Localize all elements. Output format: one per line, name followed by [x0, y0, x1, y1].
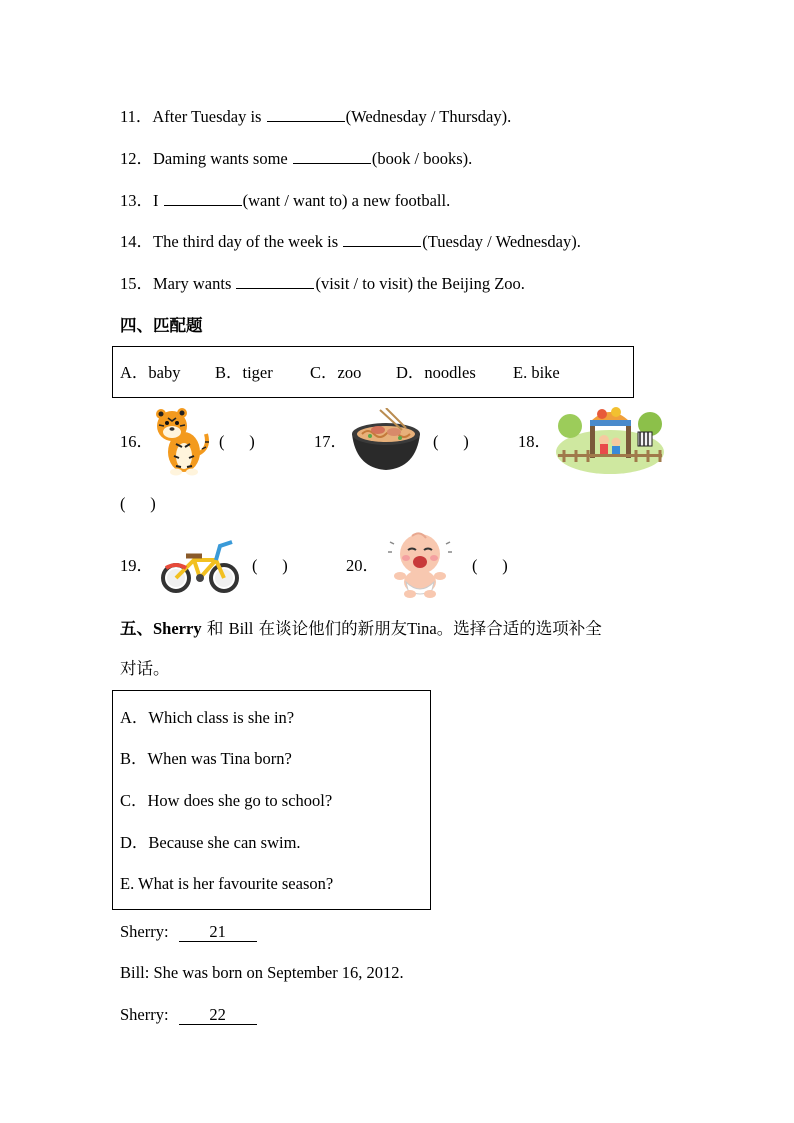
- question-number: 13．: [120, 191, 153, 210]
- option-e: E. bike: [513, 363, 560, 382]
- question-choices: (book / books).: [371, 149, 473, 168]
- answer-blank-22[interactable]: 22: [179, 1006, 257, 1025]
- question-text: The third day of the week is: [153, 232, 339, 251]
- question-13: [120, 191, 450, 211]
- option-b: B．tiger: [215, 363, 273, 382]
- section-4-title: 四、匹配题: [120, 316, 203, 335]
- answer-blank-21[interactable]: 21: [179, 923, 257, 942]
- item-17-number: 17．: [314, 432, 347, 451]
- question-choices: (Tuesday / Wednesday).: [422, 232, 581, 251]
- baby-icon: [388, 530, 452, 600]
- question-text: Daming wants some: [153, 149, 288, 168]
- question-11: [120, 107, 511, 127]
- item-20-number: 20．: [346, 556, 379, 575]
- question-12: [120, 149, 472, 169]
- answer-paren-19[interactable]: ( ): [252, 556, 288, 575]
- option-a: A．baby: [120, 363, 181, 382]
- answer-blank[interactable]: [293, 149, 371, 164]
- question-number: 15．: [120, 274, 153, 293]
- answer-paren-20[interactable]: ( ): [472, 556, 508, 575]
- dialogue-line-2: [120, 963, 404, 983]
- question-choices: (visit / to visit) the Beijing Zoo.: [315, 274, 525, 293]
- question-15: [120, 274, 525, 294]
- question-text: I: [153, 191, 159, 210]
- section-5-title-line2: 对话。: [120, 659, 170, 678]
- speaker-bill: Bill:: [120, 963, 150, 982]
- answer-blank[interactable]: [267, 107, 345, 122]
- question-number: 14．: [120, 232, 153, 251]
- item-19-number: 19．: [120, 556, 153, 575]
- question-number: 12．: [120, 149, 153, 168]
- answer-blank[interactable]: [343, 232, 421, 247]
- answer-paren-18[interactable]: ( ): [120, 494, 156, 513]
- question-text: After Tuesday is: [152, 107, 262, 126]
- tiger-icon: [150, 404, 212, 476]
- speaker-sherry: Sherry:: [120, 922, 169, 941]
- answer-blank[interactable]: [236, 274, 314, 289]
- dialogue-option-e: E. What is her favourite season?: [120, 874, 334, 893]
- option-c: C．zoo: [310, 363, 362, 382]
- dialogue-text: She was born on September 16, 2012.: [153, 963, 404, 982]
- item-16-number: 16．: [120, 432, 153, 451]
- section-5-title: 五、Sherry 和 Bill 在谈论他们的新朋友Tina。选择合适的选项补全: [120, 619, 602, 638]
- bike-icon: [158, 538, 242, 594]
- dialogue-line-1: [120, 922, 257, 942]
- dialogue-option-b: B．When was Tina born?: [120, 749, 292, 768]
- question-text: Mary wants: [153, 274, 232, 293]
- question-choices: (want / want to) a new football.: [242, 191, 451, 210]
- question-choices: (Wednesday / Thursday).: [345, 107, 512, 126]
- dialogue-line-3: [120, 1005, 257, 1025]
- answer-paren-17[interactable]: ( ): [433, 432, 469, 451]
- option-d: D．noodles: [396, 363, 476, 382]
- dialogue-option-a: A．Which class is she in?: [120, 708, 295, 727]
- answer-paren-16[interactable]: ( ): [219, 432, 255, 451]
- speaker-sherry: Sherry:: [120, 1005, 169, 1024]
- zoo-icon: [556, 406, 664, 476]
- noodles-icon: [350, 408, 422, 472]
- question-number: 11．: [120, 107, 153, 126]
- dialogue-option-d: D．Because she can swim.: [120, 833, 301, 852]
- question-14: [120, 232, 581, 252]
- answer-blank[interactable]: [164, 191, 242, 206]
- dialogue-option-c: C．How does she go to school?: [120, 791, 333, 810]
- item-18-number: 18．: [518, 432, 551, 451]
